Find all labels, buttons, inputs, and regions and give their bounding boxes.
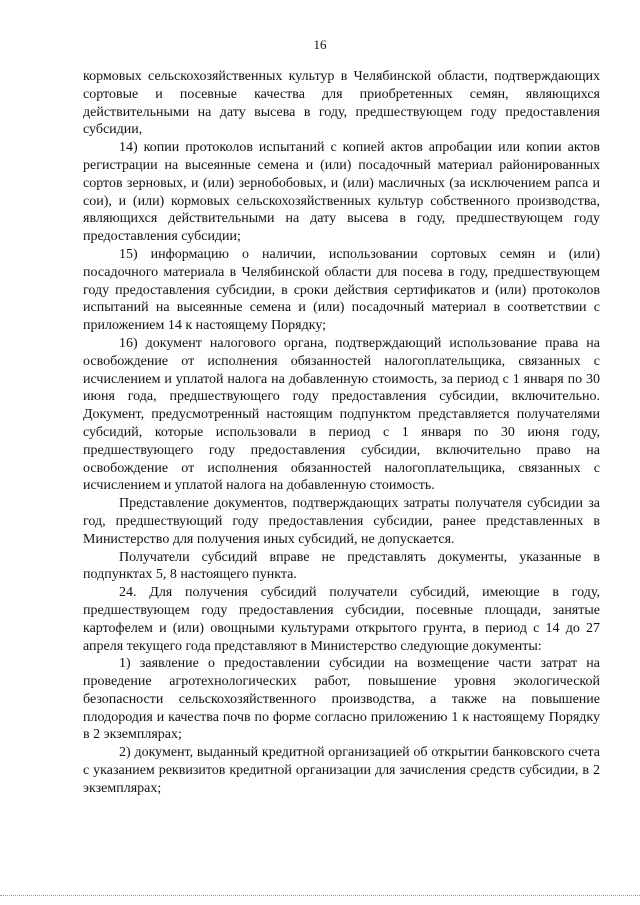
page-bottom-edge: [0, 895, 640, 897]
paragraph-continuation: кормовых сельскохозяйственных культур в Челябинской области, подтверждающих сортовые и посевные качества для приобретенных семян, являющихся действительными на дату высева в году, предшествующем году предоставления субсидии,: [83, 69, 600, 138]
paragraph-item-1: 1) заявление о предоставлении субсидии на возмещение части затрат на проведение агротехнологических работ, повышение уровня экологической безопасности сельскохозяйственного производства, а также на повышение плодородия и качества почв по форме согласно приложению 1 к настоящему Порядку в 2 экземплярах;: [83, 656, 600, 743]
paragraph-item-16: 16) документ налогового органа, подтверждающий использование права на освобождение от исполнения обязанностей налогоплательщика, связанных с исчислением и уплатой налога на добавленную стоимость, за период с 1 января по 30 июня года, предшествующего году предоставления субсидии, включительно. Документ, предусмотренный настоящим подпунктом представляется получателями субсидий, которые использовали в период с 1 января по 30 июня году, предшествующего году предоставления субсидии, включительно право на освобождение от исполнения обязанностей налогоплательщика, связанных с исчислением и уплатой налога на добавленную стоимость.: [83, 335, 600, 494]
paragraph-optional-docs: Получатели субсидий вправе не представлять документы, указанные в подпунктах 5, 8 настоящего пункта.: [83, 549, 600, 583]
paragraph-item-14: 14) копии протоколов испытаний с копией актов апробации или копии актов регистрации на высеянные семена и (или) посадочный материал районированных сортов зерновых, и (или) зернобобовых, и (или) масличных (за исключением рапса и сои), и (или) кормовых сельскохозяйственных культур собственного производства, являющихся действительными на дату высева в году, предшествующем году предоставления субсидии;: [83, 140, 600, 245]
paragraph-expense-docs: Представление документов, подтверждающих затраты получателя субсидии за год, предшествующий году предоставления субсидии, ранее представленных в Министерство для получения иных субсидий, не допускается.: [83, 496, 600, 547]
paragraph-clause-24: 24. Для получения субсидий получатели субсидий, имеющие в году, предшествующем году предоставления субсидии, посевные площади, занятые картофелем и (или) овощными культурами открытого грунта, в период с 14 до 27 апреля текущего года представляют в Министерство следующие документы:: [83, 585, 600, 654]
paragraph-item-2: 2) документ, выданный кредитной организацией об открытии банковского счета с указанием реквизитов кредитной организации для зачисления средств субсидии, в 2 экземплярах;: [83, 745, 600, 796]
paragraph-item-15: 15) информацию о наличии, использовании сортовых семян и (или) посадочного материала в Челябинской области для посева в году, предшествующем году предоставления субсидии, в сроки действия сертификатов и (или) протоколов испытаний на высеянные семена и (или) посадочный материал в соответствии с приложением 14 к настоящему Порядку;: [83, 246, 600, 334]
document-body: [83, 68, 600, 798]
page-number: 16: [313, 37, 327, 52]
